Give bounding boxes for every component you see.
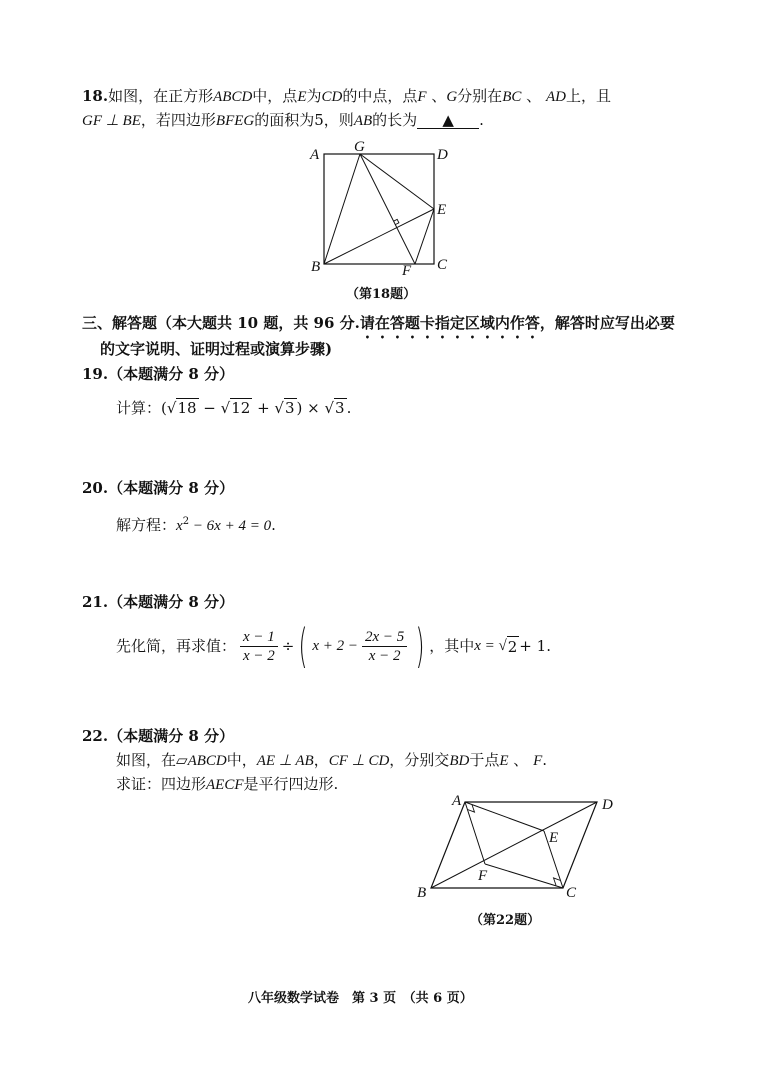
section3-text: ，解答时应写出必要: [539, 314, 675, 332]
q18-square-diagram: [300, 138, 460, 278]
label-d: D: [602, 797, 613, 813]
q22-aecf: AECF: [206, 777, 244, 793]
q21-inner: x + 2 −: [312, 638, 358, 654]
q18-ab: AB: [353, 113, 373, 129]
q22-text: 中，: [226, 751, 257, 769]
q20-rest: − 6x + 4 = 0: [189, 518, 272, 534]
q18-f: F: [417, 89, 427, 105]
section3-line1: [82, 313, 675, 342]
q22-text: 如图，在: [116, 751, 177, 769]
label-e: E: [549, 830, 559, 846]
q20-end: .: [271, 516, 276, 534]
answer-blank: [417, 110, 479, 129]
right-angle-mark-a: [468, 805, 475, 813]
q19-radicand-12: 12: [231, 399, 251, 417]
q22-end: .: [542, 751, 548, 769]
q21-x-equals: x = √: [474, 638, 507, 654]
q22-text: 求证：四边形: [116, 775, 207, 793]
q21-label: 先化简，再求值：: [116, 637, 237, 655]
q22-bd: BD: [449, 753, 470, 769]
q18-text: 的中点，点: [342, 87, 418, 105]
q18-text: 的长为: [372, 111, 418, 129]
segment-af: [465, 802, 485, 864]
q20-exponent: 2: [182, 516, 190, 527]
section3-emphasis: 请在答题卡指定区域内作答: [359, 314, 540, 332]
q20-label: 解方程：: [116, 516, 177, 534]
right-angle-mark-c: [554, 878, 561, 886]
q19-heading: 19.（本题满分 8 分）: [82, 365, 234, 383]
q18-area: 5: [314, 111, 324, 129]
q22-cf-perp-cd: CF ⊥ CD: [328, 753, 390, 769]
q18-g: G: [446, 89, 458, 105]
q19-end: .: [346, 399, 352, 417]
q18-text: 的面积为: [254, 111, 315, 129]
q19-times: ) × √: [296, 399, 335, 417]
q21-plus-one: + 1: [519, 637, 547, 655]
q20-equation: [116, 512, 276, 536]
segment-ge: [360, 154, 434, 209]
label-f: F: [402, 263, 412, 278]
square-abcd: [324, 154, 434, 264]
q21-radicand-2: 2: [507, 637, 518, 656]
label-g: G: [354, 139, 365, 155]
q22-line1: [116, 750, 547, 771]
label-e: E: [437, 202, 447, 218]
q18-cd: CD: [321, 89, 343, 105]
label-c: C: [437, 257, 448, 273]
q18-e: E: [297, 89, 307, 105]
q18-line1: [82, 86, 611, 107]
q22-f: F: [533, 753, 543, 769]
q22-sep: 、: [513, 751, 529, 769]
q21-fraction-1: [240, 628, 278, 665]
q21-divide: ÷: [281, 637, 295, 655]
q21-f1-denominator: x − 2: [243, 647, 275, 664]
q22-caption: （第22题）: [470, 913, 541, 928]
q22-text: 是平行四边形.: [243, 775, 339, 793]
parallelogram-icon: ▱: [176, 751, 188, 769]
label-b: B: [311, 259, 321, 275]
label-a: A: [310, 147, 320, 163]
q18-bfeg: BFEG: [215, 113, 255, 129]
q18-line2: [82, 110, 484, 131]
q21-right-paren: ): [415, 619, 425, 673]
q21-end: .: [546, 637, 551, 655]
q18-end: .: [479, 111, 484, 129]
q18-gf-perp-be: GF ⊥ BE: [82, 113, 141, 129]
q18-text: ，则: [323, 111, 354, 129]
segment-gf: [360, 154, 415, 264]
label-a: A: [452, 793, 462, 809]
q18-abcd: ABCD: [213, 89, 253, 105]
section3-text: 三、解答题（本大题共 10 题，共 96 分.: [82, 314, 360, 332]
q18-text: 为: [306, 87, 322, 105]
q18-ad: AD: [545, 89, 566, 105]
segment-fc: [485, 864, 563, 888]
q21-left-paren: (: [298, 619, 308, 673]
q18-sep: 、: [526, 87, 542, 105]
q21-f1-numerator: x − 1: [240, 628, 278, 647]
segment-bg: [324, 154, 360, 264]
q22-text: ，分别交: [389, 751, 450, 769]
q19-radicand-3: 3: [284, 399, 295, 417]
q22-heading: 22.（本题满分 8 分）: [82, 727, 234, 745]
q21-fraction-2: [362, 628, 407, 665]
q20-heading: 20.（本题满分 8 分）: [82, 479, 234, 497]
q18-text: 中，点: [252, 87, 298, 105]
q21-f2-numerator: 2x − 5: [362, 628, 407, 647]
q22-ae-perp-ab: AE ⊥ AB: [256, 753, 314, 769]
q18-number: 18.: [82, 87, 109, 105]
segment-ae: [465, 802, 544, 831]
q19-radicand-18: 18: [177, 399, 197, 417]
q22-parallelogram-diagram: [410, 790, 620, 905]
q20-x: x: [176, 518, 183, 534]
q19-label: 计算：: [116, 399, 162, 417]
q18-text: 上，且: [565, 87, 611, 105]
q18-text: 如图，在正方形: [108, 87, 214, 105]
q18-text: 分别在: [457, 87, 503, 105]
q22-text: 于点: [469, 751, 500, 769]
page-footer: 八年级数学试卷 第 3 页 （共 6 页）: [248, 991, 473, 1006]
label-c: C: [566, 885, 577, 901]
section3-line2: 的文字说明、证明过程或演算步骤): [100, 340, 333, 358]
q18-text: ，若四边形: [140, 111, 216, 129]
q18-caption: （第18题）: [346, 287, 417, 302]
q19-plus: + √: [252, 399, 284, 417]
q18-bc: BC: [502, 89, 522, 105]
q19-minus: − √: [198, 399, 231, 417]
q22-abcd: ABCD: [187, 753, 227, 769]
diagonal-bd: [431, 802, 597, 888]
q21-f2-denominator: x − 2: [368, 647, 401, 664]
q21-expression: [116, 619, 551, 673]
triangle-icon: ▲: [442, 111, 454, 129]
q22-e: E: [499, 753, 509, 769]
q19-radicand-3b: 3: [335, 399, 345, 417]
q22-text: ，: [313, 751, 329, 769]
label-f: F: [478, 868, 488, 884]
q21-where: ，其中: [429, 637, 475, 655]
label-d: D: [437, 147, 448, 163]
q19-expression: [116, 398, 351, 418]
q22-line2: [116, 774, 338, 795]
q19-open: (√: [161, 399, 177, 417]
label-b: B: [417, 885, 427, 901]
q21-heading: 21.（本题满分 8 分）: [82, 593, 234, 611]
q18-sep: 、: [431, 87, 447, 105]
